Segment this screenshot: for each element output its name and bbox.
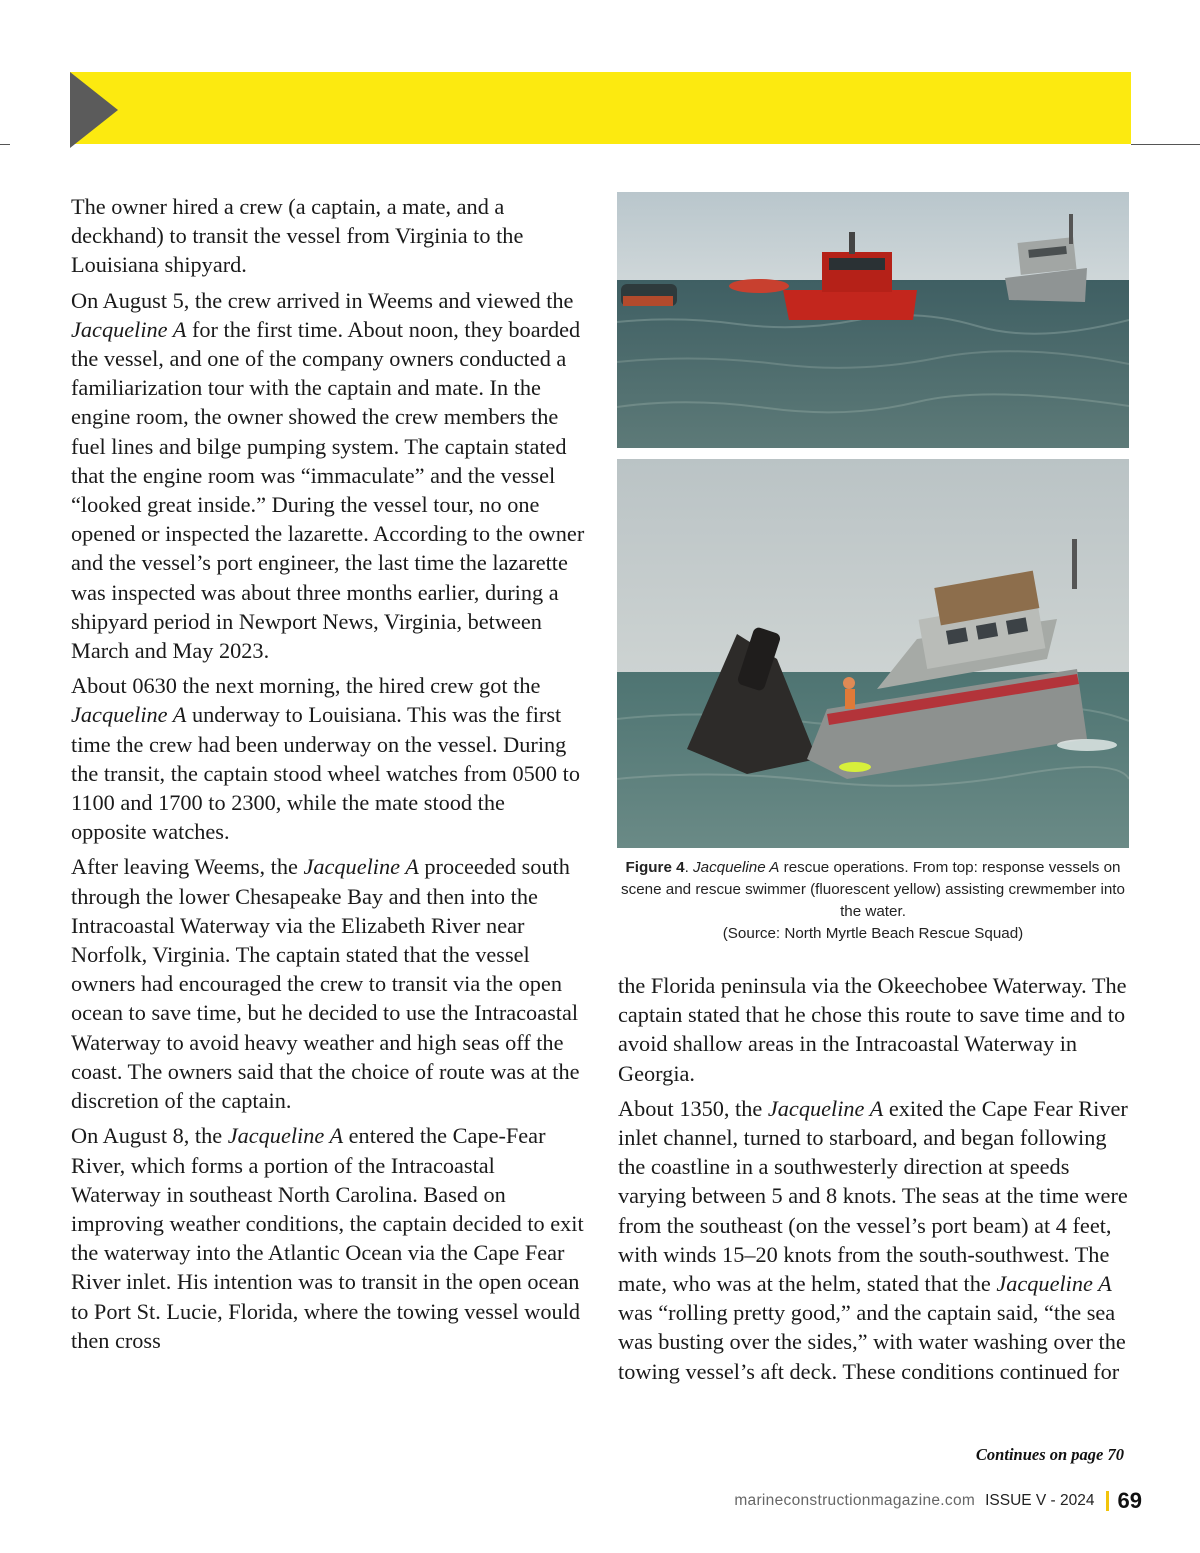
article-column-right <box>618 971 1133 1392</box>
text-run: About 0630 the next morning, the hired crew got the <box>71 673 541 699</box>
text-run: entered the Cape-Fear River, which forms a portion of the Intracoastal Waterway in southeast North Carolina. Based on improving weather conditions, the captain decided to exit the waterway into the Atlantic Ocean via the Cape Fear River inlet. His intention was to transit in the open ocean to Port St. Lucie, Florida, where the towing vessel would then cross <box>71 1123 584 1353</box>
footer-divider <box>1106 1491 1109 1511</box>
figure-photo-response-vessels <box>617 192 1129 448</box>
banner-arrow-icon <box>70 72 118 148</box>
paragraph <box>618 971 1133 1088</box>
text-run: exited the Cape Fear River inlet channel, turned to starboard, and began following the coastline in a southwesterly direction at speeds varying between 5 and 8 knots. The seas at the time were from the southeast (on the vessel’s port beam) at 4 feet, with winds 15–20 knots from the south-southwest. The mate, who was at the helm, stated that the <box>618 1095 1128 1297</box>
footer-issue: ISSUE V - 2024 <box>985 1492 1095 1509</box>
figure-caption-text: rescue operations. From top: response vessels on scene and rescue swimmer (fluorescent yellow) assisting crewmember into the water. <box>621 859 1125 920</box>
vessel-name: Jacqueline A <box>303 854 419 880</box>
section-banner <box>70 72 1131 144</box>
continues-note: Continues on page 70 <box>975 1445 1124 1464</box>
text-run: proceeded south through the lower Chesapeake Bay and then into the Intracoastal Waterway via the Elizabeth River near Norfolk, Virginia. The captain stated that the vessel owners had encouraged the crew to transit via the open ocean to save time, but he decided to use the Intracoastal Waterway to avoid heavy weather and high seas off the coast. The owners said that the choice of route was at the discretion of the captain. <box>71 854 580 1114</box>
text-run: the Florida peninsula via the Okeechobee Waterway. The captain stated that he chose this route to save time and to avoid shallow areas in the Intracoastal Waterway in Georgia. <box>618 973 1127 1086</box>
article-column-left <box>71 192 586 1361</box>
text-run: After leaving Weems, the <box>71 854 304 880</box>
figure-caption: Figure 4. Jacqueline A rescue operations. From top: response vessels on scene and rescue swimmer (fluorescent yellow) assisting crewmember into the water. (Source: North Myrtle Beach Rescue Squad) <box>621 859 1125 942</box>
text-run: underway to Louisiana. This was the first time the crew had been underway on the vessel. During the transit, the captain stood wheel watches from 0500 to 1100 and 1700 to 2300, while the mate stood the opposite watches. <box>71 702 580 845</box>
figure-source: (Source: North Myrtle Beach Rescue Squad) <box>722 925 1024 942</box>
text-run: The owner hired a crew (a captain, a mate, and a deckhand) to transit the vessel from Virginia to the Louisiana shipyard. <box>71 194 524 278</box>
vessel-name: Jacqueline A <box>767 1095 884 1121</box>
vessel-name: Jacqueline A <box>71 316 187 342</box>
page-footer <box>734 1488 1142 1514</box>
text-run: for the first time. About noon, they boarded the vessel, and one of the company owners conducted a familiarization tour with the captain and mate. In the engine room, the owner showed the crew members the fuel lines and bilge pumping system. The captain stated that the engine room was “immaculate” and the vessel “looked great inside.” During the vessel tour, no one opened or inspected the lazarette. According to the owner and the vessel’s port engineer, the last time the lazarette was inspected was about three months earlier, during a shipyard period in Newport News, Virginia, between March and May 2023. <box>71 316 585 664</box>
header-rule-left <box>0 144 10 145</box>
vessel-name: Jacqueline A <box>71 702 187 728</box>
figure-photo-sinking-tug <box>617 459 1129 848</box>
header-rule-right <box>1131 144 1200 145</box>
vessel-name: Jacqueline A <box>227 1123 344 1149</box>
paragraph <box>71 852 586 1115</box>
figure-label: Figure 4 <box>625 859 685 876</box>
page-number: 69 <box>1117 1488 1142 1513</box>
paragraph <box>71 192 586 280</box>
text-run: On August 8, the <box>71 1123 228 1149</box>
paragraph <box>71 286 586 666</box>
paragraph <box>71 671 586 846</box>
figure-vessel-name: Jacqueline A <box>693 859 780 876</box>
text-run: was “rolling pretty good,” and the captain said, “the sea was busting over the sides,” with water washing over the towing vessel’s aft deck. These conditions continued for <box>618 1300 1126 1384</box>
vessel-name: Jacqueline A <box>996 1271 1112 1297</box>
paragraph <box>71 1121 586 1355</box>
paragraph <box>618 1094 1133 1386</box>
footer-website: marineconstructionmagazine.com <box>734 1492 976 1509</box>
text-run: About 1350, the <box>618 1095 768 1121</box>
text-run: On August 5, the crew arrived in Weems and viewed the <box>71 287 574 313</box>
